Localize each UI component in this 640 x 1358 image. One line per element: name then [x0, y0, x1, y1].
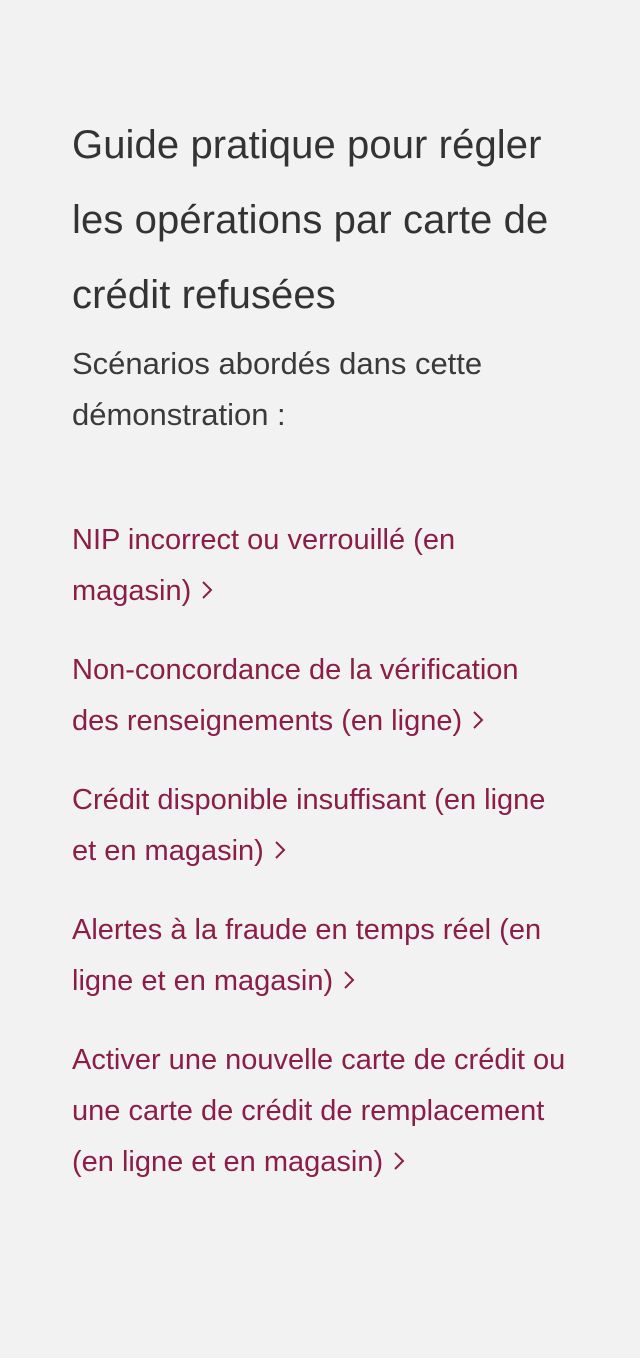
chevron-right-icon	[201, 580, 213, 600]
scenario-link-label: Non-concordance de la vérification des renseignements (en ligne)	[72, 654, 519, 737]
page-subtitle: Scénarios abordés dans cette démonstration :	[72, 346, 483, 432]
scenario-link-label: Activer une nouvelle carte de crédit ou une carte de crédit de remplacement (en ligne et en magasin)	[72, 1044, 566, 1178]
scenario-link-insufficient-credit[interactable]	[72, 775, 572, 877]
scenario-link-fraud-alerts[interactable]	[72, 905, 572, 1007]
scenario-link-label: Alertes à la fraude en temps réel (en ligne et en magasin)	[72, 914, 542, 997]
page-title: Guide pratique pour régler les opérations par carte de crédit refusées	[72, 123, 549, 317]
scenario-link-activate-card[interactable]	[72, 1035, 572, 1188]
scenario-link-label: Crédit disponible insuffisant (en ligne et en magasin)	[72, 784, 546, 867]
scenario-link-incorrect-pin[interactable]	[72, 515, 572, 617]
chevron-right-icon	[472, 710, 484, 730]
scenario-link-label: NIP incorrect ou verrouillé (en magasin)	[72, 524, 456, 607]
scenario-links-list	[72, 515, 572, 1216]
chevron-right-icon	[343, 970, 355, 990]
scenario-link-verification-mismatch[interactable]	[72, 645, 572, 747]
chevron-right-icon	[274, 840, 286, 860]
chevron-right-icon	[393, 1151, 405, 1171]
